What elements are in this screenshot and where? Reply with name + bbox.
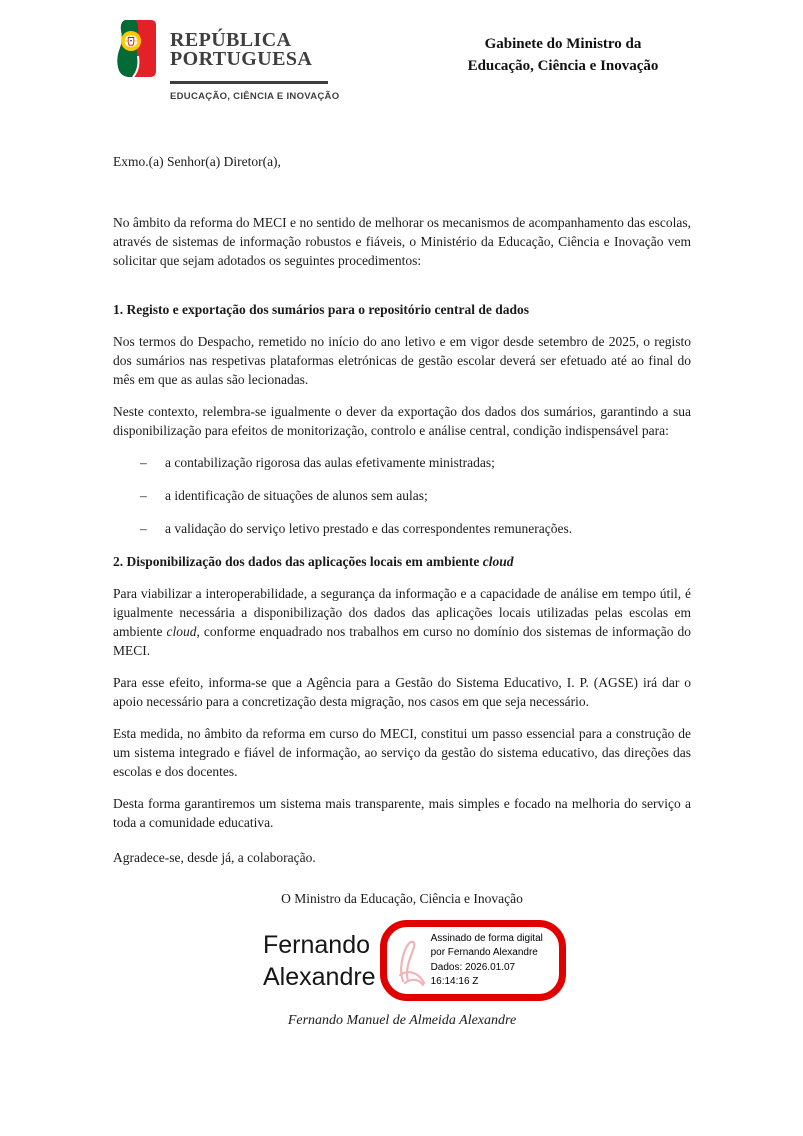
section2-paragraph-1 — [113, 584, 691, 660]
signature-block — [263, 920, 691, 1001]
portugal-flag-emblem-icon — [116, 20, 156, 83]
section2-heading — [113, 552, 691, 571]
stamp-text-line1: Assinado de forma digital — [430, 932, 543, 944]
logo-department-label: EDUCAÇÃO, CIÊNCIA E INOVAÇÃO — [170, 90, 340, 102]
logo-title-line2: PORTUGUESA — [170, 48, 313, 70]
letter-body — [113, 152, 691, 1030]
section2-paragraph-3: Esta medida, no âmbito da reforma em curso do MECI, constitui um passo essencial para a construção de um sistema integrado e fiável de informação, ao serviço da gestão do sistema educativo, das direções das escolas e dos docentes. — [113, 726, 691, 779]
section2-paragraph-1-emphasis: cloud — [166, 624, 197, 639]
section2-paragraph-1-tail: , conforme enquadrado nos trabalhos em curso no domínio dos sistemas de informação do MECI. — [113, 624, 691, 658]
dash-bullet-icon: – — [140, 521, 147, 536]
list-item — [113, 453, 691, 472]
list-item — [113, 519, 691, 538]
digital-signature-stamp — [380, 920, 566, 1001]
signer-full-name: Fernando Manuel de Almeida Alexandre — [287, 1013, 517, 1028]
dash-bullet-icon: – — [140, 455, 147, 470]
section2-paragraph-1-text: Para viabilizar a interoperabilidade, a segurança da informação e a capacidade de análise em tempo útil, é igualmente necessária a disponibilização dos dados das aplicações locais utilizadas pelas escolas em ambiente — [113, 586, 691, 639]
stamp-text-line3: Dados: 2026.01.07 — [430, 961, 516, 973]
signature-display-name — [263, 929, 376, 993]
list-item-text: a contabilização rigorosa das aulas efetivamente ministradas; — [165, 455, 495, 470]
closing-thanks: Agradece-se, desde já, a colaboração. — [113, 850, 316, 865]
section2-heading-text: 2. Disponibilização dos dados das aplicações locais em ambiente — [113, 554, 483, 569]
section2-paragraph-4: Desta forma garantiremos um sistema mais transparente, mais simples e focado na melhoria do serviço a toda a comunidade educativa. — [113, 796, 691, 830]
section2-heading-emphasis: cloud — [482, 554, 514, 569]
section1-paragraph-1: Nos termos do Despacho, remetido no início do ano letivo e em vigor desde setembro de 2025, o registo dos sumários nas respetivas plataformas eletrónicas de gestão escolar deverá ser efetuado até ao final do mês em que as aulas são lecionadas. — [113, 334, 691, 387]
signer-title: O Ministro da Educação, Ciência e Inovação — [281, 891, 523, 906]
office-title-line2: Educação, Ciência e Inovação — [467, 58, 659, 74]
office-title-line1: Gabinete do Ministro da — [484, 36, 642, 52]
signature-name-line2: Alexandre — [263, 962, 376, 991]
bullet-list — [113, 453, 691, 538]
section1-heading: 1. Registo e exportação dos sumários para o repositório central de dados — [113, 302, 529, 317]
signature-flourish-icon — [393, 931, 431, 991]
list-item-text: a identificação de situações de alunos sem aulas; — [165, 488, 428, 503]
stamp-text-line4: 16:14:16 Z — [430, 976, 479, 987]
logo-title-line1: REPÚBLICA — [170, 29, 292, 51]
list-item-text: a validação do serviço letivo prestado e das correspondentes remunerações. — [165, 521, 573, 536]
logo-divider — [170, 81, 328, 84]
section1-paragraph-2: Neste contexto, relembra-se igualmente o dever da exportação dos dados dos sumários, garantindo a sua disponibilização para efeitos de monitorização, controlo e análise central, condição indispensável para: — [113, 404, 691, 438]
dash-bullet-icon: – — [140, 488, 147, 503]
republica-portuguesa-logo — [170, 31, 339, 102]
section2-paragraph-2: Para esse efeito, informa-se que a Agência para a Gestão do Sistema Educativo, I. P. (AGSE) irá dar o apoio necessário para a concretização desta migração, nos casos em que seja necessário. — [113, 675, 691, 709]
list-item — [113, 486, 691, 505]
stamp-text-line2: por Fernando Alexandre — [430, 947, 538, 958]
intro-paragraph: No âmbito da reforma do MECI e no sentido de melhorar os mecanismos de acompanhamento das escolas, através de sistemas de informação robustos e fiáveis, o Ministério da Educação, Ciência e Inovação vem solicitar que sejam adotados os seguintes procedimentos: — [113, 215, 691, 268]
signature-name-line1: Fernando — [263, 930, 371, 959]
salutation: Exmo.(a) Senhor(a) Diretor(a), — [113, 154, 281, 169]
office-title — [413, 33, 713, 77]
